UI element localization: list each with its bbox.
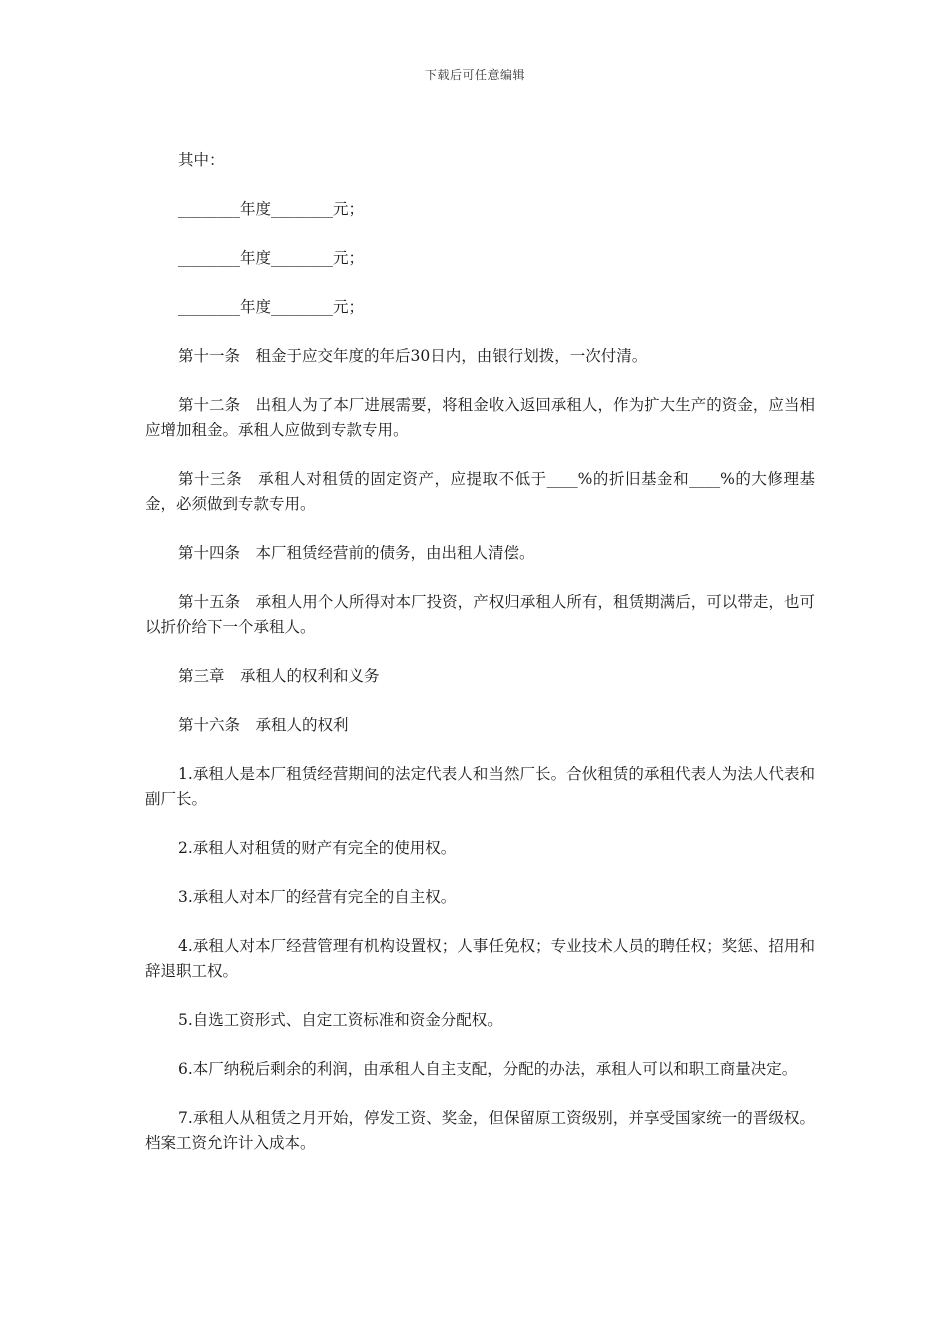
right-item-6: 6.本厂纳税后剩余的利润，由承租人自主支配，分配的办法，承租人可以和职工商量决定。 xyxy=(178,1060,798,1078)
article-13: 第十三条 承租人对租赁的固定资产，应提取不低于____%的折旧基金和____%的大修理基金，必须做到专款专用。 xyxy=(145,470,815,513)
year-amount-line: ________年度________元； xyxy=(178,200,365,218)
right-item-2: 2.承租人对租赁的财产有完全的使用权。 xyxy=(178,839,457,857)
year-amount-line: ________年度________元； xyxy=(178,298,365,316)
page-header-note: 下载后可任意编辑 xyxy=(424,68,525,82)
right-item-3: 3.承租人对本厂的经营有完全的自主权。 xyxy=(178,888,457,906)
article-12: 第十二条 出租人为了本厂进展需要，将租金收入返回承租人，作为扩大生产的资金，应当相应增加租金。承租人应做到专款专用。 xyxy=(145,396,815,439)
article-15: 第十五条 承租人用个人所得对本厂投资，产权归承租人所有，租赁期满后，可以带走，也可以折价给下一个承租人。 xyxy=(145,593,815,636)
chapter-3-heading: 第三章 承租人的权利和义务 xyxy=(178,667,380,685)
article-11: 第十一条 租金于应交年度的年后30日内，由银行划拨，一次付清。 xyxy=(178,347,648,365)
right-item-5: 5.自选工资形式、自定工资标准和资金分配权。 xyxy=(178,1011,503,1029)
year-amount-line: ________年度________元； xyxy=(178,249,365,267)
right-item-7: 7.承租人从租赁之月开始，停发工资、奖金，但保留原工资级别，并享受国家统一的晋级权。档案工资允许计入成本。 xyxy=(145,1109,815,1152)
right-item-1: 1.承租人是本厂租赁经营期间的法定代表人和当然厂长。合伙租赁的承租代表人为法人代表和副厂长。 xyxy=(145,765,815,808)
document-body xyxy=(145,148,815,1180)
article-16-heading: 第十六条 承租人的权利 xyxy=(178,716,349,734)
right-item-4: 4.承租人对本厂经营管理有机构设置权；人事任免权；专业技术人员的聘任权；奖惩、招用和辞退职工权。 xyxy=(145,937,815,980)
intro-label: 其中： xyxy=(178,151,225,169)
article-14: 第十四条 本厂租赁经营前的债务，由出租人清偿。 xyxy=(178,544,535,562)
